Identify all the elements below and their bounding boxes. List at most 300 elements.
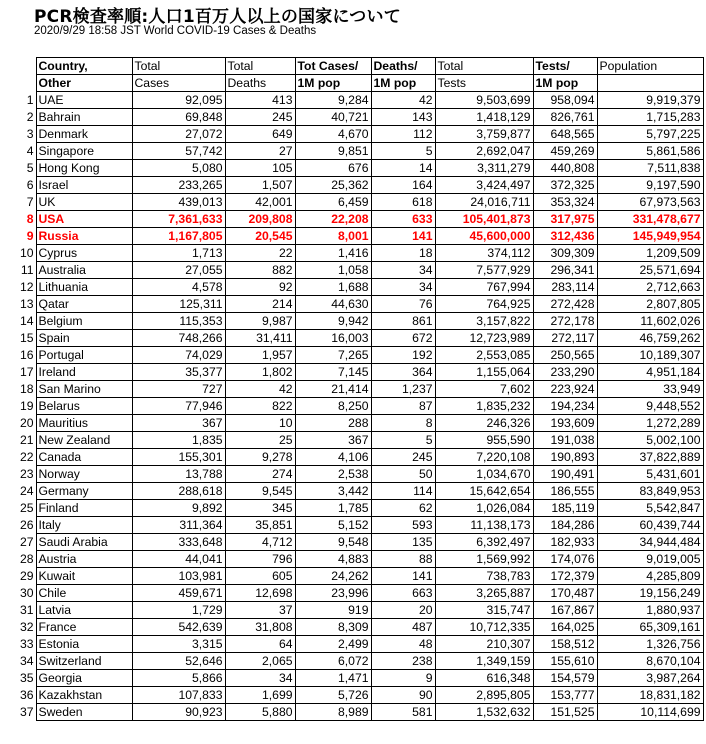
cell-deaths-per-million[interactable]: 593 [371, 517, 435, 534]
cell-cases-per-million[interactable]: 23,996 [295, 585, 371, 602]
cell-tests-per-million[interactable]: 186,555 [533, 483, 597, 500]
cell-total-cases[interactable]: 5,080 [132, 160, 225, 177]
cell-country[interactable]: San Marino [36, 381, 132, 398]
cell-tests-per-million[interactable]: 826,761 [533, 109, 597, 126]
cell-country[interactable]: Italy [36, 517, 132, 534]
cell-total-tests[interactable]: 7,220,108 [435, 449, 533, 466]
cell-country[interactable]: Austria [36, 551, 132, 568]
cell-population[interactable]: 34,944,484 [597, 534, 703, 551]
cell-total-cases[interactable]: 3,315 [132, 636, 225, 653]
cell-country[interactable]: Belgium [36, 313, 132, 330]
cell-population[interactable]: 9,197,590 [597, 177, 703, 194]
cell-cases-per-million[interactable]: 288 [295, 415, 371, 432]
cell-total-deaths[interactable]: 796 [225, 551, 295, 568]
cell-total-deaths[interactable]: 1,957 [225, 347, 295, 364]
header-tests-per-million-2[interactable]: 1M pop [533, 75, 597, 92]
cell-cases-per-million[interactable]: 8,001 [295, 228, 371, 245]
cell-total-cases[interactable]: 439,013 [132, 194, 225, 211]
cell-total-deaths[interactable]: 345 [225, 500, 295, 517]
cell-tests-per-million[interactable]: 193,609 [533, 415, 597, 432]
cell-deaths-per-million[interactable]: 238 [371, 653, 435, 670]
cell-cases-per-million[interactable]: 2,499 [295, 636, 371, 653]
cell-total-tests[interactable]: 1,034,670 [435, 466, 533, 483]
cell-cases-per-million[interactable]: 2,538 [295, 466, 371, 483]
cell-total-tests[interactable]: 2,553,085 [435, 347, 533, 364]
cell-population[interactable]: 2,712,663 [597, 279, 703, 296]
cell-population[interactable]: 9,919,379 [597, 92, 703, 109]
cell-deaths-per-million[interactable]: 14 [371, 160, 435, 177]
cell-country[interactable]: Israel [36, 177, 132, 194]
cell-cases-per-million[interactable]: 5,152 [295, 517, 371, 534]
cell-tests-per-million[interactable]: 296,341 [533, 262, 597, 279]
cell-population[interactable]: 19,156,249 [597, 585, 703, 602]
cell-cases-per-million[interactable]: 7,145 [295, 364, 371, 381]
cell-country[interactable]: UAE [36, 92, 132, 109]
cell-total-deaths[interactable]: 10 [225, 415, 295, 432]
cell-deaths-per-million[interactable]: 18 [371, 245, 435, 262]
cell-total-tests[interactable]: 767,994 [435, 279, 533, 296]
cell-country[interactable]: Germany [36, 483, 132, 500]
cell-tests-per-million[interactable]: 194,234 [533, 398, 597, 415]
header-population[interactable]: Population [597, 58, 703, 75]
cell-population[interactable]: 5,861,586 [597, 143, 703, 160]
cell-total-tests[interactable]: 1,569,992 [435, 551, 533, 568]
cell-total-tests[interactable]: 2,692,047 [435, 143, 533, 160]
cell-tests-per-million[interactable]: 309,309 [533, 245, 597, 262]
cell-deaths-per-million[interactable]: 5 [371, 143, 435, 160]
cell-cases-per-million[interactable]: 919 [295, 602, 371, 619]
cell-cases-per-million[interactable]: 1,688 [295, 279, 371, 296]
cell-population[interactable]: 67,973,563 [597, 194, 703, 211]
cell-tests-per-million[interactable]: 170,487 [533, 585, 597, 602]
cell-total-cases[interactable]: 107,833 [132, 687, 225, 704]
cell-cases-per-million[interactable]: 1,058 [295, 262, 371, 279]
cell-population[interactable]: 331,478,677 [597, 211, 703, 228]
cell-total-tests[interactable]: 9,503,699 [435, 92, 533, 109]
cell-tests-per-million[interactable]: 153,777 [533, 687, 597, 704]
cell-total-deaths[interactable]: 25 [225, 432, 295, 449]
cell-total-deaths[interactable]: 105 [225, 160, 295, 177]
cell-country[interactable]: Saudi Arabia [36, 534, 132, 551]
cell-cases-per-million[interactable]: 22,208 [295, 211, 371, 228]
cell-deaths-per-million[interactable]: 618 [371, 194, 435, 211]
cell-cases-per-million[interactable]: 8,989 [295, 704, 371, 721]
cell-cases-per-million[interactable]: 21,414 [295, 381, 371, 398]
cell-total-deaths[interactable]: 5,880 [225, 704, 295, 721]
cell-total-cases[interactable]: 115,353 [132, 313, 225, 330]
cell-total-deaths[interactable]: 1,802 [225, 364, 295, 381]
cell-total-cases[interactable]: 27,072 [132, 126, 225, 143]
cell-total-cases[interactable]: 27,055 [132, 262, 225, 279]
cell-tests-per-million[interactable]: 272,178 [533, 313, 597, 330]
cell-country[interactable]: Kazakhstan [36, 687, 132, 704]
cell-total-deaths[interactable]: 605 [225, 568, 295, 585]
cell-population[interactable]: 11,602,026 [597, 313, 703, 330]
cell-cases-per-million[interactable]: 367 [295, 432, 371, 449]
cell-country[interactable]: France [36, 619, 132, 636]
cell-total-tests[interactable]: 315,747 [435, 602, 533, 619]
cell-total-cases[interactable]: 311,364 [132, 517, 225, 534]
cell-tests-per-million[interactable]: 440,808 [533, 160, 597, 177]
cell-cases-per-million[interactable]: 9,942 [295, 313, 371, 330]
cell-population[interactable]: 9,019,005 [597, 551, 703, 568]
cell-population[interactable]: 33,949 [597, 381, 703, 398]
cell-country[interactable]: Lithuania [36, 279, 132, 296]
cell-total-cases[interactable]: 13,788 [132, 466, 225, 483]
cell-deaths-per-million[interactable]: 42 [371, 92, 435, 109]
cell-total-tests[interactable]: 7,602 [435, 381, 533, 398]
cell-total-tests[interactable]: 1,026,084 [435, 500, 533, 517]
cell-tests-per-million[interactable]: 353,324 [533, 194, 597, 211]
cell-total-cases[interactable]: 367 [132, 415, 225, 432]
cell-total-tests[interactable]: 7,577,929 [435, 262, 533, 279]
cell-tests-per-million[interactable]: 182,933 [533, 534, 597, 551]
cell-total-cases[interactable]: 748,266 [132, 330, 225, 347]
cell-total-deaths[interactable]: 4,712 [225, 534, 295, 551]
header-total-deaths[interactable]: Total [225, 58, 295, 75]
cell-total-deaths[interactable]: 822 [225, 398, 295, 415]
cell-country[interactable]: UK [36, 194, 132, 211]
cell-total-cases[interactable]: 542,639 [132, 619, 225, 636]
cell-tests-per-million[interactable]: 174,076 [533, 551, 597, 568]
cell-country[interactable]: New Zealand [36, 432, 132, 449]
cell-country[interactable]: Chile [36, 585, 132, 602]
cell-total-deaths[interactable]: 34 [225, 670, 295, 687]
cell-deaths-per-million[interactable]: 76 [371, 296, 435, 313]
cell-tests-per-million[interactable]: 190,491 [533, 466, 597, 483]
cell-population[interactable]: 5,797,225 [597, 126, 703, 143]
cell-population[interactable]: 5,431,601 [597, 466, 703, 483]
cell-deaths-per-million[interactable]: 581 [371, 704, 435, 721]
header-cases-per-million-2[interactable]: 1M pop [295, 75, 371, 92]
cell-total-tests[interactable]: 15,642,654 [435, 483, 533, 500]
cell-total-cases[interactable]: 459,671 [132, 585, 225, 602]
cell-tests-per-million[interactable]: 167,867 [533, 602, 597, 619]
cell-total-tests[interactable]: 246,326 [435, 415, 533, 432]
cell-population[interactable]: 25,571,694 [597, 262, 703, 279]
cell-total-deaths[interactable]: 9,545 [225, 483, 295, 500]
cell-population[interactable]: 3,987,264 [597, 670, 703, 687]
cell-total-cases[interactable]: 90,923 [132, 704, 225, 721]
cell-total-tests[interactable]: 374,112 [435, 245, 533, 262]
cell-population[interactable]: 1,715,283 [597, 109, 703, 126]
cell-total-deaths[interactable]: 42,001 [225, 194, 295, 211]
cell-country[interactable]: Singapore [36, 143, 132, 160]
cell-total-deaths[interactable]: 9,987 [225, 313, 295, 330]
cell-total-cases[interactable]: 1,713 [132, 245, 225, 262]
cell-country[interactable]: Australia [36, 262, 132, 279]
cell-tests-per-million[interactable]: 272,117 [533, 330, 597, 347]
cell-total-cases[interactable]: 77,946 [132, 398, 225, 415]
cell-total-cases[interactable]: 1,167,805 [132, 228, 225, 245]
cell-population[interactable]: 46,759,262 [597, 330, 703, 347]
cell-cases-per-million[interactable]: 7,265 [295, 347, 371, 364]
cell-total-deaths[interactable]: 35,851 [225, 517, 295, 534]
cell-total-tests[interactable]: 2,895,805 [435, 687, 533, 704]
cell-total-cases[interactable]: 233,265 [132, 177, 225, 194]
cell-total-cases[interactable]: 1,729 [132, 602, 225, 619]
cell-population[interactable]: 1,272,289 [597, 415, 703, 432]
cell-population[interactable]: 1,880,937 [597, 602, 703, 619]
cell-deaths-per-million[interactable]: 192 [371, 347, 435, 364]
cell-population[interactable]: 8,670,104 [597, 653, 703, 670]
cell-total-cases[interactable]: 727 [132, 381, 225, 398]
cell-country[interactable]: Russia [36, 228, 132, 245]
cell-population[interactable]: 4,285,809 [597, 568, 703, 585]
cell-country[interactable]: Georgia [36, 670, 132, 687]
cell-total-cases[interactable]: 92,095 [132, 92, 225, 109]
cell-total-cases[interactable]: 35,377 [132, 364, 225, 381]
cell-tests-per-million[interactable]: 317,975 [533, 211, 597, 228]
cell-country[interactable]: Mauritius [36, 415, 132, 432]
cell-total-deaths[interactable]: 42 [225, 381, 295, 398]
cell-deaths-per-million[interactable]: 90 [371, 687, 435, 704]
cell-tests-per-million[interactable]: 283,114 [533, 279, 597, 296]
cell-deaths-per-million[interactable]: 164 [371, 177, 435, 194]
cell-country[interactable]: Denmark [36, 126, 132, 143]
cell-cases-per-million[interactable]: 4,670 [295, 126, 371, 143]
cell-tests-per-million[interactable]: 958,094 [533, 92, 597, 109]
cell-population[interactable]: 2,807,805 [597, 296, 703, 313]
cell-total-cases[interactable]: 5,866 [132, 670, 225, 687]
cell-total-tests[interactable]: 11,138,173 [435, 517, 533, 534]
cell-country[interactable]: Norway [36, 466, 132, 483]
cell-deaths-per-million[interactable]: 112 [371, 126, 435, 143]
cell-country[interactable]: Belarus [36, 398, 132, 415]
cell-cases-per-million[interactable]: 6,072 [295, 653, 371, 670]
cell-total-tests[interactable]: 1,349,159 [435, 653, 533, 670]
cell-total-tests[interactable]: 738,783 [435, 568, 533, 585]
cell-deaths-per-million[interactable]: 663 [371, 585, 435, 602]
cell-population[interactable]: 5,542,847 [597, 500, 703, 517]
cell-country[interactable]: Canada [36, 449, 132, 466]
cell-country[interactable]: Qatar [36, 296, 132, 313]
cell-country[interactable]: Finland [36, 500, 132, 517]
cell-total-tests[interactable]: 210,307 [435, 636, 533, 653]
cell-total-deaths[interactable]: 274 [225, 466, 295, 483]
cell-tests-per-million[interactable]: 372,325 [533, 177, 597, 194]
cell-population[interactable]: 5,002,100 [597, 432, 703, 449]
cell-tests-per-million[interactable]: 154,579 [533, 670, 597, 687]
cell-tests-per-million[interactable]: 151,525 [533, 704, 597, 721]
cell-tests-per-million[interactable]: 312,436 [533, 228, 597, 245]
cell-country[interactable]: Switzerland [36, 653, 132, 670]
cell-total-tests[interactable]: 24,016,711 [435, 194, 533, 211]
cell-total-cases[interactable]: 74,029 [132, 347, 225, 364]
cell-tests-per-million[interactable]: 233,290 [533, 364, 597, 381]
cell-deaths-per-million[interactable]: 861 [371, 313, 435, 330]
cell-total-cases[interactable]: 7,361,633 [132, 211, 225, 228]
cell-total-cases[interactable]: 44,041 [132, 551, 225, 568]
cell-tests-per-million[interactable]: 250,565 [533, 347, 597, 364]
cell-total-cases[interactable]: 125,311 [132, 296, 225, 313]
cell-total-deaths[interactable]: 1,699 [225, 687, 295, 704]
cell-total-deaths[interactable]: 12,698 [225, 585, 295, 602]
cell-total-cases[interactable]: 288,618 [132, 483, 225, 500]
cell-deaths-per-million[interactable]: 135 [371, 534, 435, 551]
cell-deaths-per-million[interactable]: 1,237 [371, 381, 435, 398]
cell-population[interactable]: 4,951,184 [597, 364, 703, 381]
cell-tests-per-million[interactable]: 158,512 [533, 636, 597, 653]
cell-total-deaths[interactable]: 31,808 [225, 619, 295, 636]
cell-total-tests[interactable]: 3,311,279 [435, 160, 533, 177]
header-total-cases[interactable]: Total [132, 58, 225, 75]
cell-total-cases[interactable]: 57,742 [132, 143, 225, 160]
header-country-2[interactable]: Other [36, 75, 132, 92]
cell-country[interactable]: Cyprus [36, 245, 132, 262]
cell-total-tests[interactable]: 1,155,064 [435, 364, 533, 381]
cell-population[interactable]: 83,849,953 [597, 483, 703, 500]
cell-tests-per-million[interactable]: 648,565 [533, 126, 597, 143]
cell-total-deaths[interactable]: 882 [225, 262, 295, 279]
cell-deaths-per-million[interactable]: 34 [371, 262, 435, 279]
cell-deaths-per-million[interactable]: 88 [371, 551, 435, 568]
header-tests-per-million[interactable]: Tests/ [533, 58, 597, 75]
cell-country[interactable]: Bahrain [36, 109, 132, 126]
cell-tests-per-million[interactable]: 191,038 [533, 432, 597, 449]
cell-total-cases[interactable]: 69,848 [132, 109, 225, 126]
cell-deaths-per-million[interactable]: 364 [371, 364, 435, 381]
cell-total-cases[interactable]: 333,648 [132, 534, 225, 551]
cell-total-tests[interactable]: 6,392,497 [435, 534, 533, 551]
cell-country[interactable]: Hong Kong [36, 160, 132, 177]
cell-total-tests[interactable]: 45,600,000 [435, 228, 533, 245]
cell-total-tests[interactable]: 3,265,887 [435, 585, 533, 602]
cell-country[interactable]: Portugal [36, 347, 132, 364]
cell-cases-per-million[interactable]: 9,851 [295, 143, 371, 160]
cell-deaths-per-million[interactable]: 633 [371, 211, 435, 228]
cell-total-tests[interactable]: 3,424,497 [435, 177, 533, 194]
cell-deaths-per-million[interactable]: 672 [371, 330, 435, 347]
cell-tests-per-million[interactable]: 459,269 [533, 143, 597, 160]
cell-population[interactable]: 18,831,182 [597, 687, 703, 704]
cell-cases-per-million[interactable]: 1,785 [295, 500, 371, 517]
cell-cases-per-million[interactable]: 5,726 [295, 687, 371, 704]
cell-total-deaths[interactable]: 22 [225, 245, 295, 262]
cell-total-tests[interactable]: 1,418,129 [435, 109, 533, 126]
cell-cases-per-million[interactable]: 676 [295, 160, 371, 177]
cell-total-tests[interactable]: 105,401,873 [435, 211, 533, 228]
cell-deaths-per-million[interactable]: 87 [371, 398, 435, 415]
cell-deaths-per-million[interactable]: 114 [371, 483, 435, 500]
cell-population[interactable]: 60,439,744 [597, 517, 703, 534]
cell-population[interactable]: 145,949,954 [597, 228, 703, 245]
cell-total-deaths[interactable]: 209,808 [225, 211, 295, 228]
cell-total-deaths[interactable]: 31,411 [225, 330, 295, 347]
cell-total-cases[interactable]: 9,892 [132, 500, 225, 517]
cell-tests-per-million[interactable]: 272,428 [533, 296, 597, 313]
header-total-deaths-2[interactable]: Deaths [225, 75, 295, 92]
cell-cases-per-million[interactable]: 1,471 [295, 670, 371, 687]
cell-population[interactable]: 1,209,509 [597, 245, 703, 262]
cell-total-deaths[interactable]: 2,065 [225, 653, 295, 670]
cell-deaths-per-million[interactable]: 20 [371, 602, 435, 619]
cell-deaths-per-million[interactable]: 141 [371, 228, 435, 245]
cell-total-deaths[interactable]: 245 [225, 109, 295, 126]
cell-total-tests[interactable]: 955,590 [435, 432, 533, 449]
cell-total-tests[interactable]: 10,712,335 [435, 619, 533, 636]
cell-deaths-per-million[interactable]: 5 [371, 432, 435, 449]
cell-cases-per-million[interactable]: 8,309 [295, 619, 371, 636]
cell-total-cases[interactable]: 1,835 [132, 432, 225, 449]
cell-population[interactable]: 65,309,161 [597, 619, 703, 636]
cell-population[interactable]: 7,511,838 [597, 160, 703, 177]
cell-cases-per-million[interactable]: 24,262 [295, 568, 371, 585]
cell-total-deaths[interactable]: 649 [225, 126, 295, 143]
cell-total-tests[interactable]: 1,532,632 [435, 704, 533, 721]
cell-tests-per-million[interactable]: 185,119 [533, 500, 597, 517]
cell-cases-per-million[interactable]: 9,284 [295, 92, 371, 109]
cell-cases-per-million[interactable]: 9,548 [295, 534, 371, 551]
cell-population[interactable]: 1,326,756 [597, 636, 703, 653]
cell-total-tests[interactable]: 12,723,989 [435, 330, 533, 347]
header-deaths-per-million[interactable]: Deaths/ [371, 58, 435, 75]
cell-deaths-per-million[interactable]: 48 [371, 636, 435, 653]
cell-deaths-per-million[interactable]: 50 [371, 466, 435, 483]
cell-total-tests[interactable]: 3,759,877 [435, 126, 533, 143]
cell-total-tests[interactable]: 1,835,232 [435, 398, 533, 415]
cell-total-tests[interactable]: 3,157,822 [435, 313, 533, 330]
header-country[interactable]: Country, [36, 58, 132, 75]
cell-cases-per-million[interactable]: 4,883 [295, 551, 371, 568]
cell-tests-per-million[interactable]: 223,924 [533, 381, 597, 398]
cell-deaths-per-million[interactable]: 9 [371, 670, 435, 687]
cell-cases-per-million[interactable]: 4,106 [295, 449, 371, 466]
cell-total-cases[interactable]: 52,646 [132, 653, 225, 670]
cell-deaths-per-million[interactable]: 34 [371, 279, 435, 296]
cell-total-tests[interactable]: 616,348 [435, 670, 533, 687]
cell-total-cases[interactable]: 4,578 [132, 279, 225, 296]
cell-total-deaths[interactable]: 64 [225, 636, 295, 653]
cell-tests-per-million[interactable]: 190,893 [533, 449, 597, 466]
cell-tests-per-million[interactable]: 164,025 [533, 619, 597, 636]
cell-total-deaths[interactable]: 92 [225, 279, 295, 296]
cell-total-deaths[interactable]: 1,507 [225, 177, 295, 194]
cell-cases-per-million[interactable]: 1,416 [295, 245, 371, 262]
header-cases-per-million[interactable]: Tot Cases/ [295, 58, 371, 75]
header-total-cases-2[interactable]: Cases [132, 75, 225, 92]
cell-deaths-per-million[interactable]: 487 [371, 619, 435, 636]
cell-deaths-per-million[interactable]: 245 [371, 449, 435, 466]
cell-total-tests[interactable]: 764,925 [435, 296, 533, 313]
cell-total-deaths[interactable]: 27 [225, 143, 295, 160]
cell-total-cases[interactable]: 155,301 [132, 449, 225, 466]
header-population-2[interactable] [597, 75, 703, 92]
cell-country[interactable]: Kuwait [36, 568, 132, 585]
cell-deaths-per-million[interactable]: 62 [371, 500, 435, 517]
cell-total-deaths[interactable]: 413 [225, 92, 295, 109]
cell-deaths-per-million[interactable]: 8 [371, 415, 435, 432]
cell-country[interactable]: Sweden [36, 704, 132, 721]
cell-total-cases[interactable]: 103,981 [132, 568, 225, 585]
cell-deaths-per-million[interactable]: 141 [371, 568, 435, 585]
header-deaths-per-million-2[interactable]: 1M pop [371, 75, 435, 92]
cell-cases-per-million[interactable]: 44,630 [295, 296, 371, 313]
cell-total-deaths[interactable]: 214 [225, 296, 295, 313]
cell-population[interactable]: 9,448,552 [597, 398, 703, 415]
cell-country[interactable]: Ireland [36, 364, 132, 381]
cell-cases-per-million[interactable]: 16,003 [295, 330, 371, 347]
cell-cases-per-million[interactable]: 3,442 [295, 483, 371, 500]
header-total-tests[interactable]: Total [435, 58, 533, 75]
cell-deaths-per-million[interactable]: 143 [371, 109, 435, 126]
cell-cases-per-million[interactable]: 8,250 [295, 398, 371, 415]
cell-total-deaths[interactable]: 20,545 [225, 228, 295, 245]
cell-cases-per-million[interactable]: 40,721 [295, 109, 371, 126]
cell-total-deaths[interactable]: 9,278 [225, 449, 295, 466]
cell-population[interactable]: 10,189,307 [597, 347, 703, 364]
cell-tests-per-million[interactable]: 184,286 [533, 517, 597, 534]
